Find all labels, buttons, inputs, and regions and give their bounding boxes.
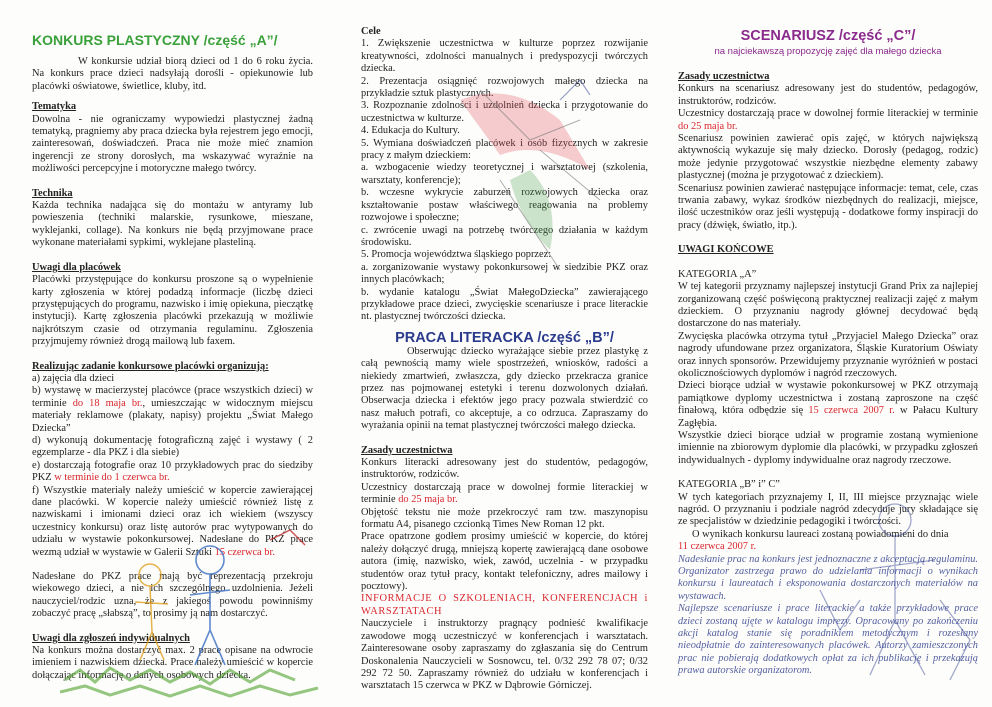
heading-informacje: INFORMACJE O SZKOLENIACH, KONFERENCJACH i WARSZTATACH	[361, 593, 648, 617]
heading-zasady-b: Zasady uczestnictwa	[361, 444, 453, 456]
zasady-c-2: Uczestnicy dostarczają prace w dowolnej formie literackiej w terminie do 25 maja br.	[678, 108, 978, 132]
heading-cele: Cele	[361, 26, 381, 37]
realizacja-a: a) zajęcia dla dzieci	[32, 372, 115, 384]
cele-item: 3. Rozpoznanie zdolności i uzdolnień dziecka i przygotowanie do uczestnictwa w kulturze.	[361, 100, 648, 124]
note-katalog: Najlepsze scenariusze i prace literackie a także przykładowe prace dzieci zostaną ujęte w katalogu imprezy. Opracowany po zakończeniu akcji katalog stanie się poradnikiem metodycznym i rozesłany nieodpłatnie do zainteresowanych placówek. Autorzy zamieszczonych prac nie pobierają dodatkowych opłat za ich publikację i przekazują prawa autorskie organizatorom.	[678, 603, 978, 677]
realizacja-e: e) dostarczają fotografie oraz 10 przykładowych prac do siedziby PKZ w terminie do 1 czerwca br.	[32, 459, 313, 484]
heading-uwagi-placowki: Uwagi dla placówek	[32, 261, 121, 273]
cele-item: c. zwrócenie uwagi na potrzebę twórczego działania w każdym środowisku.	[361, 224, 648, 248]
realizacja-f: f) Wszystkie materiały należy umieścić w kopercie zawierającej dane placówki. W kopercie należy umieścić również listę z nazwiskami i imionami dzieci oraz ich wiekiem (wszyscy uczestnicy konkursu) oraz listę autorów prac wytypowanych do udziału w wystawie pokonkursowej. Nadesłane do PKZ prace wezmą udział w wystawie w Galerii Sztuki 15 czerwca br.	[32, 484, 313, 558]
heading-kategoria-bc: KATEGORIA „B” i” C”	[678, 479, 780, 491]
column-scenariusz	[660, 0, 992, 707]
zasady-b-4: Prace opatrzone godłem prosimy umieścić w kopercie, do której należy dołączyć drugą, mniejszą kopertę zawierającą dane osobowe autora (imię, nazwisko, wiek, zawód, uczelnia - w przypadku studentów oraz tytuł pracy, kontakt telefoniczny, adres mailowy i pocztowy).	[361, 531, 648, 593]
text-technika: Każda technika nadająca się do montażu w antyramy lub powieszenia (techniki malarskie, rysunkowe, mieszane, wyklejanki, collage). Na konkurs nie będą przyjmowane prace wykonane materiałami sypkimi, wyklejane plasteliną.	[32, 200, 313, 249]
cele-item: 2. Prezentacja osiągnięć rozwojowych małego dziecka na przykładzie sztuk plastycznych.	[361, 75, 648, 100]
column-konkurs-plastyczny	[0, 0, 327, 707]
kategoria-bc-2: O wynikach konkursu laureaci zostaną powiadomieni do dnia	[692, 528, 949, 540]
realizacja-b: b) wystawę w macierzystej placówce (prace wszystkich dzieci) w terminie do 18 maja br., umieszczając w widocznym miejscu materiały reklamowe (plakaty, napisy) projektu „Świat Małego Dziecka”	[32, 385, 313, 434]
note-regulamin: Nadesłanie prac na konkurs jest jednoznaczne z akceptacją regulaminu. Organizator zastrzega prawo do udzielania informacji o wynikach konkursu i laureatach i eksponowania dostarczonych materiałów na wystawach.	[678, 553, 978, 602]
deadline-photos: w terminie do 1 czerwca br.	[54, 472, 170, 484]
section-title-c: SCENARIUSZ /część „C”/	[740, 28, 916, 44]
heading-realizacja: Realizując zadanie konkursowe placówki organizują:	[32, 360, 269, 372]
column-cele-praca-literacka	[327, 0, 660, 707]
text-indywidualne: Na konkurs można dostarczyć max. 2 prace opisane na odwrocie imieniem i nazwiskiem dziecka. Prace należy umieścić w kopercie dołączając informację o danych osobowych dziecka.	[32, 645, 313, 681]
deadline-exhibition: do 18 maja br.	[72, 397, 143, 409]
zasady-b-3: Objętość tekstu nie może przekroczyć ram tzw. maszynopisu formatu A4, pisanego czcionką Times New Roman 12 pkt.	[361, 506, 648, 531]
kategoria-a-1: W tej kategorii przyznamy najlepszej instytucji Grand Prix za najlepiej zorganizowaną część poświęconą praktycznej realizacji zajęć z małym dzieckiem. O przyznaniu nagrody głównej decydować będą dostarczone do nas materiały.	[678, 281, 978, 330]
heading-zasady-c: Zasady uczestnictwa	[678, 71, 770, 82]
heading-uwagi-koncowe: UWAGI KOŃCOWE	[678, 244, 774, 256]
cele-item: a. zorganizowanie wystawy pokonkursowej w siedzibie PKZ oraz innych placówkach;	[361, 261, 648, 286]
text-tematyka: Dowolna - nie ograniczamy wypowiedzi plastycznej żadną tematyką, pragniemy aby praca dziecka była rejestrem jego emocji, zainteresowań, doświadczeń. Praca nie może mieć znamion ingerencji ze strony dorosłych, ma wskazywać wyraźnie na możliwości percepcyjne i motoryczne małego twórcy.	[32, 113, 313, 175]
cele-item: b. wydanie katalogu „Świat MałegoDziecka” zawierającego przykładowe prace dzieci, zwycięskie scenariusze i prace literackie nt. plastycznej twórczości dziecka.	[361, 286, 648, 323]
intro-b: Obserwując dziecko wyrażające siebie przez plastykę z całą pewnością mamy wiele spostrzeżeń, wniosków, radości a niekiedy zmartwień, zwłaszcza, gdy dziecko przekracza granice przez nas pojmowanej estetyki i terenu dozwolonych działań. Obserwacja dziecka i efektów jego pracy pozwala stwierdzić co nasz małuch potrafi, co akceptuje, a co odrzuca. Zapraszamy do wyrażania opinii na temat plastycznej twórczości małego dziecka.	[361, 345, 648, 432]
section-subtitle-c: na najciekawszą propozycję zajęć dla małego dziecka	[714, 46, 942, 57]
deadline-scenariusz: do 25 maja br.	[678, 120, 738, 132]
heading-indywidualne: Uwagi dla zgłoszeń indywidualnych	[32, 632, 190, 644]
cele-item: b. wczesne wykrycie zaburzeń rozwojowych dziecka oraz kształtowanie postaw właściwego reagowania na problemy rozwojowe i społeczne;	[361, 187, 648, 224]
zasady-c-1: Konkurs na scenariusz adresowany jest do studentów, pedagogów, instruktorów, rodziców.	[678, 83, 978, 107]
kategoria-a-4: Wszystkie dzieci biorące udział w programie zostaną wymienione imiennie na zbiorowym dyplomie dla placówki, w przypadku zgłoszeń indywidualnych - dyplomy indywidualne oraz nagrody rzeczowe.	[678, 429, 978, 466]
cele-item: 5. Promocja województwa śląskiego poprzez:	[361, 249, 552, 261]
date-gallery: 15 czerwca br.	[214, 546, 275, 558]
text-nadeslane: Nadesłane do PKZ prace mają być reprezentacją przekroju wiekowego dzieci, a nie ich szczególnego uzdolnienia. Jeżeli nauczyciel/rodzic uzna, że z jakiegoś powodu powinniśmy zobaczyć pracę „słabszą”, to prosimy ją nam dostarczyć.	[32, 571, 313, 620]
cele-item: 4. Edukacja do Kultury.	[361, 125, 460, 137]
text-uwagi-placowki: Placówki przystępujące do konkursu proszone są o wypełnienie karty zgłoszenia w której podadzą informacje (liczbę dzieci przystępujących do programu, nazwisko i imię opiekuna, pieczątkę instytucji). Kartę zgłoszenia placówki przekazują w możliwie najkrótszym czasie od otrzymania regulaminu. Zgłoszenia przyjmujemy również drogą mailową lub faxem.	[32, 274, 313, 348]
section-title-a: KONKURS PLASTYCZNY /część „A”/	[32, 32, 278, 48]
kategoria-bc-1: W tych kategoriach przyznajemy I, II, III miejsce przyznając wiele nagród. O przyznaniu i podziale nagród zdecyduje jury składające się ze specjalistów w dziedzinie pedagogiki i twórczości.	[678, 491, 978, 528]
cele-item: 5. Wymiana doświadczeń placówek i osób fizycznych w zakresie pracy z małym dzieckiem:	[361, 137, 648, 162]
zasady-c-3: Scenariusz powinien zawierać opis zajęć, w których największą aktywnością wykazuje się mały dziecko. Dorosły (pedagog, rodzic) może jedynie przygotować wszystkie niezbędne elementy zabawy plastycznej (można je przygotować z dzieckiem).	[678, 133, 978, 182]
cele-item: 1. Zwiększenie uczestnictwa w kulturze poprzez rozwijanie kreatywności, zdolności manualnych i predyspozycji twórczych dziecka.	[361, 38, 648, 75]
kategoria-a-3: Dzieci biorące udział w wystawie pokonkursowej w PKZ otrzymają pamiątkowe dyplomy uczestnictwa i zostaną zaproszone na część finałową, która odbędzie się 15 czerwca 2007 r. w Pałacu Kultury Zagłębia.	[678, 380, 978, 429]
heading-technika: Technika	[32, 187, 73, 199]
zasady-c-4: Scenariusz powinien zawierać następujące informacje: temat, cele, czas trwania zabawy, wykaz środków niezbędnych do realizacji, miejsce, ilość uczestników oraz jeśli występują - dodatkowe formy inspiracji do pracy (dźwięk, światło, itp.).	[678, 182, 978, 231]
heading-kategoria-a: KATEGORIA „A”	[678, 268, 757, 280]
date-results: 11 czerwca 2007 r.	[678, 541, 757, 553]
section-title-b: PRACA LITERACKA /część „B”/	[395, 329, 614, 346]
cele-item: a. wzbogacenie wiedzy teoretycznej i warsztatowej (szkolenia, warsztaty, konferencje);	[361, 162, 648, 186]
zasady-b-1: Konkurs literacki adresowany jest do studentów, pedagogów, instruktorów, rodziców.	[361, 457, 648, 481]
text-informacje: Nauczyciele i instruktorzy pragnący podnieść kwalifikacje zawodowe mogą uczestniczyć w konferencjach i warsztatach. Zainteresowane osoby zapraszamy do zgłaszania się do Centrum Doskonalenia Nauczycieli w Sosnowcu, tel. 0/32 292 78 07; 0/32 292 72 50. Zapraszamy również do udziału w konferencjach i warsztatach 15 czerwca w PKZ w Dąbrowie Górniczej.	[361, 618, 648, 692]
zasady-b-2: Uczestnicy dostarczają prace w dowolnej formie literackiej w terminie do 25 maja br.	[361, 481, 648, 506]
deadline-literacka: do 25 maja br.	[398, 494, 458, 506]
realizacja-d: d) wykonują dokumentację fotograficzną zajęć i wystawy ( 2 egzemplarze - dla PKZ i dla siebie)	[32, 434, 313, 459]
heading-tematyka: Tematyka	[32, 101, 77, 113]
intro-a: W konkursie udział biorą dzieci od 1 do 6 roku życia. Na konkurs prace dzieci nadsyłają dorośli - opiekunowie lub placówki oświatowe, świetlice, kluby, itd.	[32, 56, 313, 92]
kategoria-a-2: Zwycięska placówka otrzyma tytuł „Przyjaciel Małego Dziecka” oraz nagrody ufundowane przez organizatora, Śląskie Kuratorium Oświaty oraz innych sponsorów. Przewidujemy przyznanie wyróżnień w postaci okolicznościowych dyplomów i nagród rzeczowych.	[678, 330, 978, 379]
date-final: 15 czerwca 2007 r.	[808, 405, 895, 417]
